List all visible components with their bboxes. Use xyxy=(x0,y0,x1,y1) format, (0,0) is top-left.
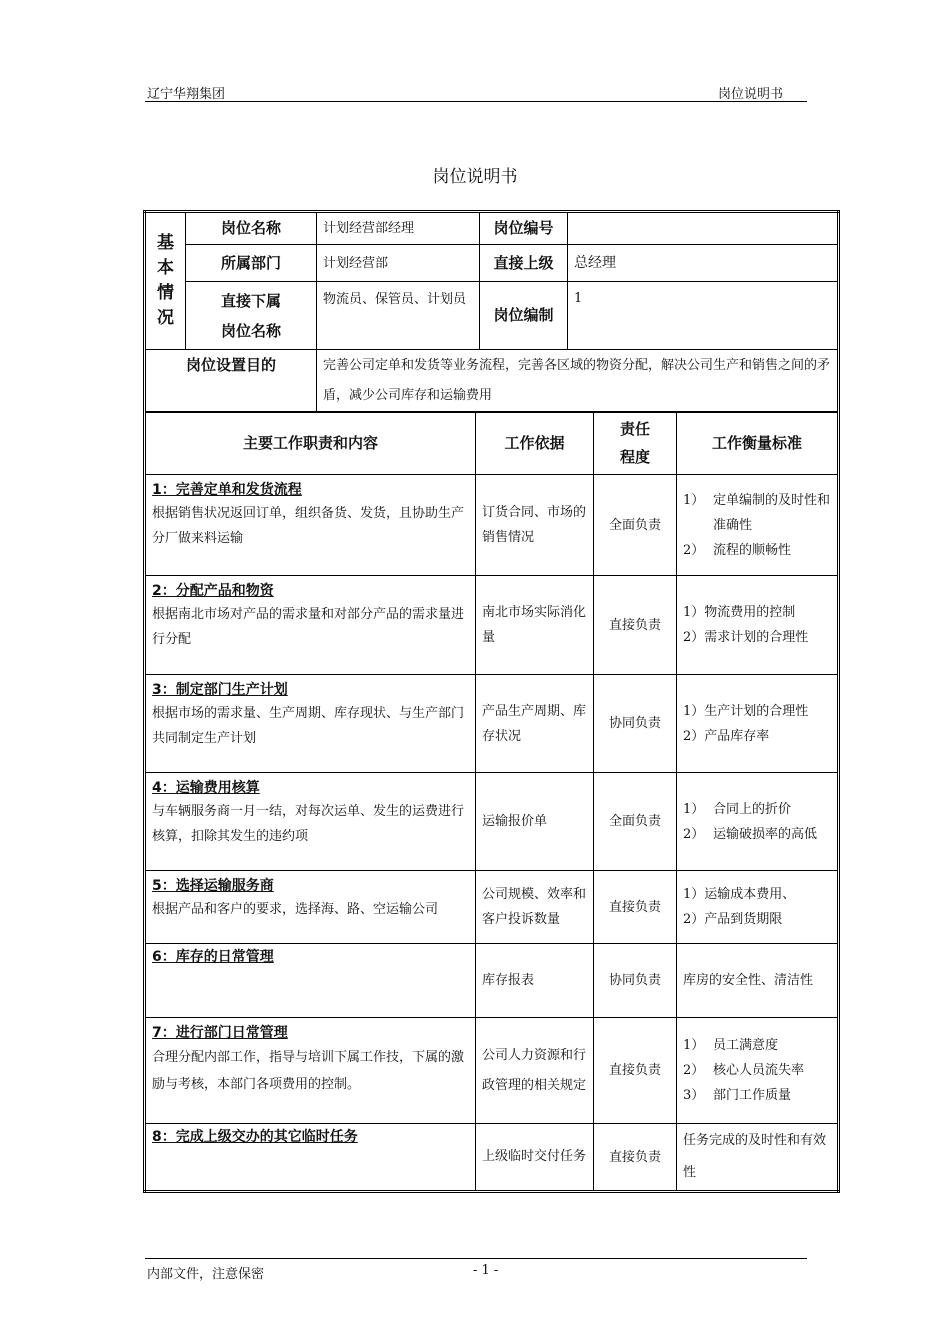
duty-desc: 根据市场的需求量、生产周期、库存现状、与生产部门共同制定生产计划 xyxy=(152,706,465,746)
duty-title: 6：库存的日常管理 xyxy=(152,949,274,965)
duty-content xyxy=(145,1018,476,1124)
subordinates-label-line: 直接下属 xyxy=(220,291,281,310)
table-row xyxy=(145,944,839,1018)
duties-header-responsibility xyxy=(594,412,677,475)
duty-content xyxy=(145,475,476,576)
standard-num: 2） xyxy=(683,1063,705,1078)
duty-level: 全面负责 xyxy=(594,773,677,871)
duty-level: 协同负责 xyxy=(594,944,677,1018)
duty-title: 3：制定部门生产计划 xyxy=(152,682,288,698)
duty-basis: 订货合同、市场的销售情况 xyxy=(476,475,594,576)
duty-basis: 库存报表 xyxy=(476,944,594,1018)
table-row xyxy=(145,1124,839,1192)
duties-table xyxy=(143,411,840,1193)
standard-item: 1）生产计划的合理性 xyxy=(683,703,809,719)
position-name-value: 计划经营部经理 xyxy=(317,212,480,245)
standard-item xyxy=(683,488,831,538)
duty-basis: 南北市场实际消化量 xyxy=(476,576,594,675)
footer-confidential: 内部文件，注意保密 xyxy=(147,1267,265,1282)
position-name-label: 岗位名称 xyxy=(186,212,317,245)
headcount-label: 岗位编制 xyxy=(480,282,568,350)
duty-level: 直接负责 xyxy=(594,871,677,944)
duty-content xyxy=(145,871,476,944)
duty-content xyxy=(145,944,476,1018)
duty-content xyxy=(145,773,476,871)
section-char: 基 xyxy=(157,233,174,253)
standard-num: 3） xyxy=(683,1088,705,1103)
table-row xyxy=(145,773,839,871)
header-doc-type: 岗位说明书 xyxy=(718,87,784,102)
section-char: 情 xyxy=(157,283,174,303)
standard-num: 1） xyxy=(683,492,705,508)
duty-basis: 公司规模、效率和客户投诉数量 xyxy=(476,871,594,944)
duty-level: 全面负责 xyxy=(594,475,677,576)
standard-num: 2） xyxy=(683,542,705,558)
duty-standard xyxy=(677,576,839,675)
duty-title: 4：运输费用核算 xyxy=(152,780,260,796)
duties-header-basis: 工作依据 xyxy=(476,412,594,475)
standard-item: 1）物流费用的控制 xyxy=(683,605,796,620)
subordinates-label xyxy=(186,282,317,350)
duty-content xyxy=(145,675,476,773)
table-row xyxy=(145,675,839,773)
duty-level: 直接负责 xyxy=(594,576,677,675)
standard-item xyxy=(683,1033,831,1058)
duty-desc: 根据销售状况返回订单，组织备货、发货，且协助生产分厂做来料运输 xyxy=(152,506,465,546)
standard-num: 2） xyxy=(683,826,705,842)
standard-num: 1） xyxy=(683,801,705,817)
duty-level: 协同负责 xyxy=(594,675,677,773)
standard-item: 库房的安全性、清洁性 xyxy=(683,973,814,988)
header-divider xyxy=(145,101,807,102)
duty-standard xyxy=(677,675,839,773)
standard-item xyxy=(683,822,831,847)
standard-text: 定单编制的及时性和准确性 xyxy=(713,492,831,533)
duty-standard xyxy=(677,1124,839,1192)
table-row xyxy=(145,871,839,944)
standard-item: 任务完成的及时性和有效性 xyxy=(683,1133,827,1180)
superior-label: 直接上级 xyxy=(480,245,568,282)
subordinates-label-line: 岗位名称 xyxy=(220,321,281,340)
standard-item xyxy=(683,1058,831,1083)
duty-desc: 根据南北市场对产品的需求量和对部分产品的需求量进行分配 xyxy=(152,607,465,647)
purpose-value: 完善公司定单和发货等业务流程，完善各区域的物资分配，解决公司生产和销售之间的矛盾，减少公司库存和运输费用 xyxy=(317,350,839,413)
standard-item: 2）产品库存率 xyxy=(683,728,770,744)
duties-header-standard: 工作衡量标准 xyxy=(677,412,839,475)
superior-value: 总经理 xyxy=(568,245,839,282)
duty-standard xyxy=(677,773,839,871)
duty-standard xyxy=(677,475,839,576)
table-row xyxy=(145,576,839,675)
standard-item xyxy=(683,797,831,822)
header-company: 辽宁华翔集团 xyxy=(147,87,226,102)
duty-title: 1：完善定单和发货流程 xyxy=(152,482,302,498)
standard-num: 1） xyxy=(683,1038,705,1053)
department-value: 计划经营部 xyxy=(317,245,480,282)
standard-text: 合同上的折价 xyxy=(713,801,792,817)
duty-title: 5：选择运输服务商 xyxy=(152,878,274,894)
footer-divider xyxy=(145,1258,807,1259)
standard-text: 员工满意度 xyxy=(713,1038,779,1053)
duty-title: 8：完成上级交办的其它临时任务 xyxy=(152,1129,358,1145)
standard-item xyxy=(683,1083,831,1108)
standard-item xyxy=(683,538,831,563)
standard-item: 2）需求计划的合理性 xyxy=(683,630,809,645)
basic-section-label xyxy=(145,212,186,350)
duties-header-content: 主要工作职责和内容 xyxy=(145,412,476,475)
standard-item: 2）产品到货期限 xyxy=(683,912,783,927)
duty-basis: 产品生产周期、库存状况 xyxy=(476,675,594,773)
duty-content xyxy=(145,576,476,675)
department-label: 所属部门 xyxy=(186,245,317,282)
standard-text: 部门工作质量 xyxy=(713,1088,792,1103)
duty-content xyxy=(145,1124,476,1192)
duty-level: 直接负责 xyxy=(594,1018,677,1124)
table-row xyxy=(145,475,839,576)
duty-basis: 运输报价单 xyxy=(476,773,594,871)
section-char: 况 xyxy=(157,308,174,328)
responsibility-line: 程度 xyxy=(619,448,650,466)
standard-text: 流程的顺畅性 xyxy=(713,542,792,558)
duty-level: 直接负责 xyxy=(594,1124,677,1192)
basic-info-table xyxy=(143,210,840,413)
duty-desc: 合理分配内部工作，指导与培训下属工作技，下属的激励与考核，本部门各项费用的控制。 xyxy=(152,1050,465,1092)
standard-text: 运输破损率的高低 xyxy=(713,826,818,842)
purpose-label: 岗位设置目的 xyxy=(145,350,317,413)
duty-basis: 上级临时交付任务 xyxy=(476,1124,594,1192)
duty-desc: 根据产品和客户的要求，选择海、路、空运输公司 xyxy=(152,902,439,917)
section-char: 本 xyxy=(157,258,174,278)
duty-title: 2：分配产品和物资 xyxy=(152,583,274,599)
footer-page-number: - 1 - xyxy=(473,1263,499,1278)
duty-desc: 与车辆服务商一月一结，对每次运单、发生的运费进行核算，扣除其发生的违约项 xyxy=(152,804,465,844)
position-code-label: 岗位编号 xyxy=(480,212,568,245)
duty-standard xyxy=(677,944,839,1018)
page-title: 岗位说明书 xyxy=(432,167,518,187)
responsibility-line: 责任 xyxy=(619,420,650,438)
table-row xyxy=(145,1018,839,1124)
duty-title: 7：进行部门日常管理 xyxy=(152,1025,288,1041)
duty-standard xyxy=(677,1018,839,1124)
position-code-value xyxy=(568,212,839,245)
duty-standard xyxy=(677,871,839,944)
subordinates-value: 物流员、保管员、计划员 xyxy=(317,282,480,350)
duty-basis: 公司人力资源和行政管理的相关规定 xyxy=(476,1018,594,1124)
headcount-value: 1 xyxy=(568,282,839,350)
standard-item: 1）运输成本费用、 xyxy=(683,887,796,902)
standard-text: 核心人员流失率 xyxy=(713,1063,805,1078)
